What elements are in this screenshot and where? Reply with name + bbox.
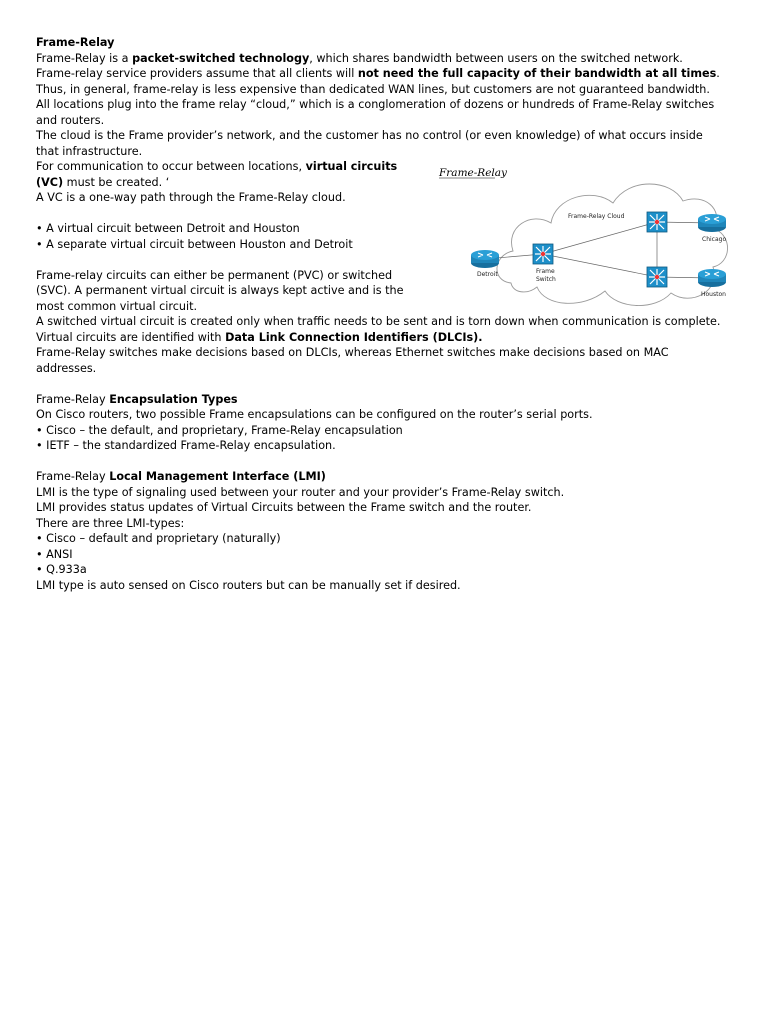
paragraph-line: There are three LMI-types: — [36, 516, 185, 530]
paragraph-line: Frame-relay service providers assume that all clients will not need the full capacity of their bandwidth at all times. — [36, 67, 720, 80]
blank-line — [36, 376, 736, 392]
frame-switch-label-1: Frame — [536, 268, 555, 275]
bullet-item: • Q.933a — [36, 563, 87, 576]
document-body — [36, 35, 736, 593]
cloud-switch-bottom-icon — [647, 267, 667, 287]
section-heading-frame-relay: Frame-Relay — [36, 36, 115, 49]
diagram-title: Frame-Relay — [439, 167, 507, 179]
frame-switch-label-2: Switch — [536, 276, 556, 283]
section-heading-lmi: Frame-Relay Local Management Interface (LMI) — [36, 470, 326, 483]
bullet-item: • A virtual circuit between Detroit and Houston — [36, 222, 300, 235]
paragraph-line: Frame-Relay switches make decisions based on DLCIs, whereas Ethernet switches make decisions based on MAC — [36, 346, 669, 359]
paragraph-line: LMI provides status updates of Virtual Circuits between the Frame switch and the router. — [36, 501, 532, 514]
blank-line — [36, 454, 736, 470]
chicago-router-icon — [698, 214, 726, 232]
bullet-item: • ANSI — [36, 547, 73, 561]
section-heading-encapsulation: Frame-Relay Encapsulation Types — [36, 392, 238, 406]
cloud-label: Frame-Relay Cloud — [568, 213, 625, 220]
paragraph-line: Frame-relay circuits can either be permanent (PVC) or switched — [36, 268, 393, 282]
paragraph-line: The cloud is the Frame provider’s network, and the customer has no control (or even knowledge) of what occurs inside — [36, 129, 703, 142]
houston-label: Houston — [701, 291, 726, 298]
paragraph-line: that infrastructure. — [36, 144, 143, 158]
paragraph-line: addresses. — [36, 361, 97, 375]
chicago-label: Chicago — [702, 236, 727, 243]
paragraph-line: most common virtual circuit. — [36, 299, 198, 313]
paragraph-line: LMI type is auto sensed on Cisco routers but can be manually set if desired. — [36, 578, 461, 592]
cloud-switch-top-icon — [647, 212, 667, 232]
detroit-router-icon — [471, 250, 499, 268]
paragraph-line: Frame-Relay is a packet-switched technology, which shares bandwidth between users on the switched network. — [36, 51, 683, 65]
paragraph-line: A VC is a one-way path through the Frame-Relay cloud. — [36, 191, 346, 204]
paragraph-line: All locations plug into the frame relay “cloud,” which is a conglomeration of dozens or hundreds of Frame-Relay switches — [36, 98, 715, 111]
bullet-item: • Cisco – the default, and proprietary, Frame-Relay encapsulation — [36, 423, 403, 437]
paragraph-line: For communication to occur between locations, virtual circuits — [36, 160, 398, 173]
paragraph-line: A switched virtual circuit is created only when traffic needs to be sent and is torn down when communication is complete. — [36, 315, 721, 328]
frame-relay-diagram — [433, 163, 755, 311]
frame-relay-cloud — [497, 184, 728, 306]
paragraph-line: and routers. — [36, 113, 105, 127]
paragraph-line: LMI is the type of signaling used between your router and your provider’s Frame-Relay switch. — [36, 485, 565, 499]
paragraph-line: Thus, in general, frame-relay is less expensive than dedicated WAN lines, but customers are not guaranteed bandwidth. — [36, 82, 710, 96]
paragraph-line: (SVC). A permanent virtual circuit is always kept active and is the — [36, 284, 404, 297]
paragraph-line: On Cisco routers, two possible Frame encapsulations can be configured on the router’s serial ports. — [36, 408, 593, 421]
bullet-item: • IETF – the standardized Frame-Relay encapsulation. — [36, 439, 336, 452]
bullet-item: • Cisco – default and proprietary (naturally) — [36, 532, 281, 545]
frame-switch-icon — [533, 244, 553, 264]
paragraph-line: (VC) must be created. ‘ — [36, 175, 170, 189]
houston-router-icon — [698, 269, 726, 287]
paragraph-line: Virtual circuits are identified with Data Link Connection Identifiers (DLCIs). — [36, 330, 483, 344]
bullet-item: • A separate virtual circuit between Houston and Detroit — [36, 237, 353, 251]
detroit-label: Detroit — [477, 271, 498, 278]
